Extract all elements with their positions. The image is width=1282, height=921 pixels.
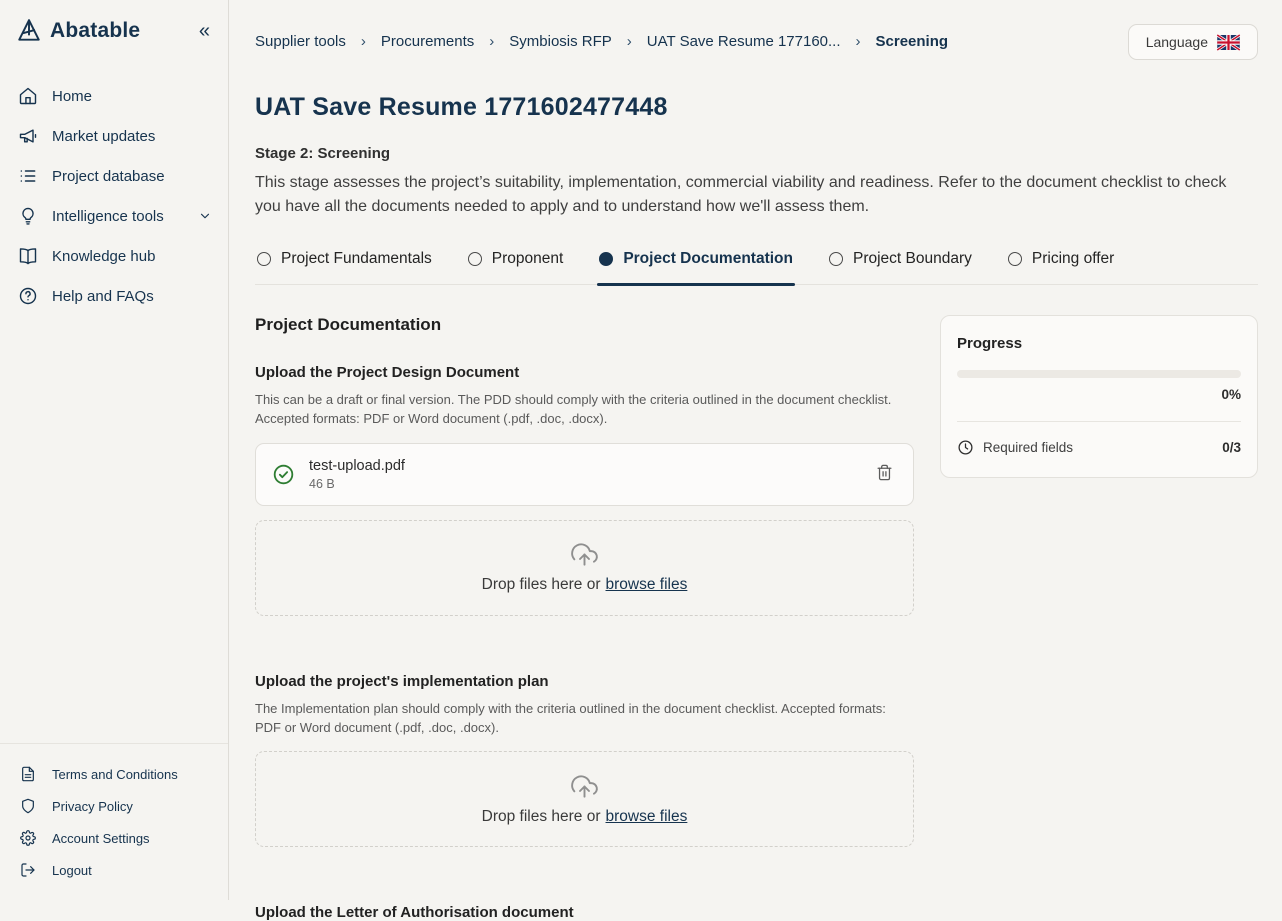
abatable-logo[interactable] xyxy=(16,18,140,44)
sidebar-item-label: Help and FAQs xyxy=(52,287,154,305)
upload-block-letter-of-authorisation xyxy=(255,904,914,921)
check-circle-icon xyxy=(272,463,295,486)
sidebar-item-label: Knowledge hub xyxy=(52,247,156,265)
step-label: Pricing offer xyxy=(1031,250,1115,267)
brand-name: Abatable xyxy=(50,19,141,42)
step-pricing-offer[interactable] xyxy=(1006,246,1116,284)
cloud-upload-icon xyxy=(571,541,598,568)
page-title: UAT Save Resume 1771602477448 xyxy=(255,93,668,121)
breadcrumb-separator: › xyxy=(855,33,861,50)
breadcrumb-separator: › xyxy=(360,33,366,50)
breadcrumb-uat-save-resume[interactable]: UAT Save Resume 177160... xyxy=(646,33,841,50)
sidebar-header xyxy=(0,0,228,54)
step-label: Project Fundamentals xyxy=(281,250,432,267)
stage-description: This stage assesses the project’s suitability, implementation, commercial viability and readiness. Refer to the document checklist to check you have all the documents needed to apply and to understand how we'll assess them. xyxy=(255,174,1227,215)
upload-description: The Implementation plan should comply with the criteria outlined in the document checklist. Accepted formats: PDF or Word document (.pdf, .doc, .docx). xyxy=(255,700,886,735)
sidebar-item-label: Project database xyxy=(52,167,165,185)
sidebar-item-privacy[interactable] xyxy=(0,790,228,822)
sidebar-item-label: Home xyxy=(52,87,93,105)
stage-label: Stage 2: Screening xyxy=(255,145,391,162)
sidebar-nav xyxy=(0,76,228,316)
breadcrumb-symbiosis-rfp[interactable]: Symbiosis RFP xyxy=(509,33,612,50)
radio-icon xyxy=(1008,252,1022,266)
main-content xyxy=(229,0,1282,921)
book-icon xyxy=(18,246,38,266)
radio-filled-icon xyxy=(599,252,613,266)
browse-files-link[interactable]: browse files xyxy=(605,576,688,594)
uploaded-file-card xyxy=(255,443,914,506)
sidebar-item-intelligence-tools[interactable] xyxy=(0,196,228,236)
delete-file-button[interactable] xyxy=(872,460,897,488)
upload-title: Upload the project's implementation plan xyxy=(255,672,549,690)
sidebar-item-label: Terms and Conditions xyxy=(52,766,178,782)
drop-text: Drop files here or xyxy=(481,807,601,825)
topbar xyxy=(255,24,1258,60)
file-name: test-upload.pdf xyxy=(309,457,405,474)
required-fields-label: Required fields xyxy=(983,440,1074,455)
abatable-logo-icon xyxy=(16,18,42,44)
sidebar-item-label: Privacy Policy xyxy=(52,798,133,814)
sidebar-item-terms[interactable] xyxy=(0,758,228,790)
stepper xyxy=(255,246,1258,285)
sidebar-item-project-database[interactable] xyxy=(0,156,228,196)
progress-heading: Progress xyxy=(957,335,1023,352)
progress-percent: 0% xyxy=(1221,387,1241,402)
breadcrumb-separator: › xyxy=(489,33,495,50)
upload-description: This can be a draft or final version. The PDD should comply with the criteria outlined in the document checklist. Accepted formats: PDF or Word document (.pdf, .doc, .docx). xyxy=(255,392,892,426)
file-meta xyxy=(309,458,405,491)
sidebar-item-help-faqs[interactable] xyxy=(0,276,228,316)
language-button-label: Language xyxy=(1145,34,1208,50)
radio-icon xyxy=(257,252,271,266)
sidebar-item-knowledge-hub[interactable] xyxy=(0,236,228,276)
progress-card xyxy=(940,315,1258,478)
uk-flag-icon xyxy=(1217,35,1240,50)
step-label: Proponent xyxy=(491,250,564,267)
drop-text: Drop files here or xyxy=(481,576,601,594)
sidebar-footer xyxy=(0,743,228,900)
sidebar-item-label: Intelligence tools xyxy=(52,207,164,225)
progress-bar xyxy=(957,370,1241,378)
step-label: Project Boundary xyxy=(852,250,972,267)
dropzone-text xyxy=(482,576,688,594)
dropzone-text xyxy=(482,808,688,826)
breadcrumb-procurements[interactable]: Procurements xyxy=(380,33,475,50)
content-row xyxy=(255,315,1258,921)
sidebar xyxy=(0,0,229,900)
step-project-fundamentals[interactable] xyxy=(255,246,434,284)
sidebar-item-label: Logout xyxy=(52,862,92,878)
home-icon xyxy=(18,86,38,106)
question-circle-icon xyxy=(18,286,38,306)
sidebar-item-account-settings[interactable] xyxy=(0,822,228,854)
step-label: Project Documentation xyxy=(623,250,793,267)
radio-icon xyxy=(829,252,843,266)
list-icon xyxy=(18,166,38,186)
required-fields-row xyxy=(957,439,1241,456)
section-heading: Project Documentation xyxy=(255,315,442,334)
file-size: 46 B xyxy=(309,476,335,491)
sidebar-item-label: Account Settings xyxy=(52,830,150,846)
shield-icon xyxy=(20,798,36,814)
browse-files-link[interactable]: browse files xyxy=(605,807,688,825)
divider xyxy=(957,421,1241,422)
upload-title: Upload the Letter of Authorisation document xyxy=(255,904,574,921)
sidebar-item-home[interactable] xyxy=(0,76,228,116)
language-button[interactable] xyxy=(1128,24,1258,60)
radio-icon xyxy=(468,252,482,266)
megaphone-icon xyxy=(18,126,38,146)
breadcrumb-screening: Screening xyxy=(875,33,949,50)
gear-icon xyxy=(20,830,36,846)
breadcrumb-separator: › xyxy=(626,33,632,50)
sidebar-item-market-updates[interactable] xyxy=(0,116,228,156)
dropzone-pdd[interactable] xyxy=(255,520,914,616)
document-icon xyxy=(20,766,36,782)
sidebar-item-logout[interactable] xyxy=(0,854,228,886)
step-proponent[interactable] xyxy=(466,246,566,284)
upload-title: Upload the Project Design Document xyxy=(255,364,520,381)
required-fields-count: 0/3 xyxy=(1222,440,1241,455)
upload-block-pdd xyxy=(255,364,914,616)
lightbulb-icon xyxy=(18,206,38,226)
logout-icon xyxy=(20,862,36,878)
dropzone-implementation-plan[interactable] xyxy=(255,751,914,847)
sidebar-collapse-button[interactable]: « xyxy=(198,20,210,42)
trash-icon xyxy=(876,464,893,481)
sidebar-item-label: Market updates xyxy=(52,127,156,145)
clock-icon xyxy=(957,439,974,456)
step-project-documentation[interactable] xyxy=(597,246,795,284)
step-project-boundary[interactable] xyxy=(827,246,974,284)
cloud-upload-icon xyxy=(571,773,598,800)
breadcrumb xyxy=(255,24,948,50)
breadcrumb-supplier-tools[interactable]: Supplier tools xyxy=(255,33,346,50)
chevron-down-icon[interactable] xyxy=(198,209,212,223)
upload-block-implementation-plan xyxy=(255,673,914,848)
form-column xyxy=(255,315,914,921)
